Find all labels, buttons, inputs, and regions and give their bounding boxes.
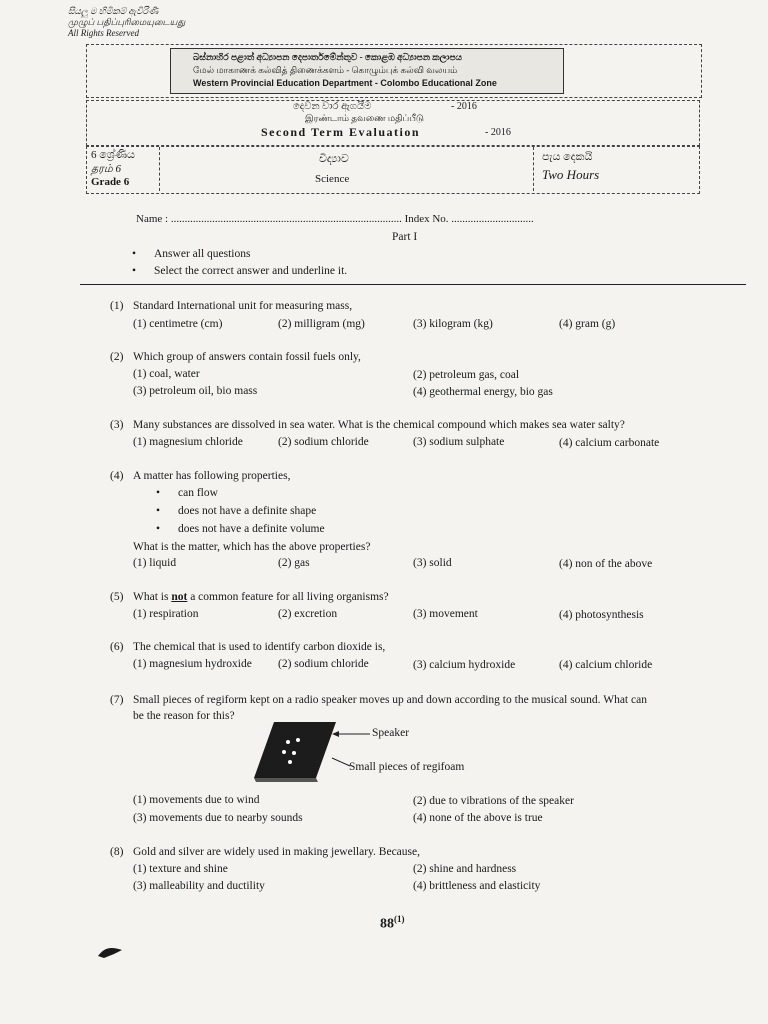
question-number: (3)	[110, 419, 124, 431]
arrowhead-icon	[332, 731, 339, 737]
name-index-line: Name : .................................................................................... Index No. ..............................	[136, 213, 534, 225]
regifoam-piece	[292, 751, 296, 755]
question-text: Small pieces of regiform kept on a radio speaker moves up and down according to the musical sound. What can	[133, 694, 647, 706]
option-4[interactable]: (4) brittleness and elasticity	[413, 880, 541, 892]
question-text: Standard International unit for measuring mass,	[133, 300, 353, 312]
time-english: Two Hours	[542, 167, 600, 182]
option-3[interactable]: (3) solid	[413, 557, 452, 569]
question-text: A matter has following properties,	[133, 470, 291, 482]
dept-line-tamil: மேல் மாகாணக் கல்வித் திணைக்களம் - கொழும்புக் கல்வி வலயம்	[193, 65, 458, 75]
option-1[interactable]: (1) texture and shine	[133, 863, 228, 875]
option-1[interactable]: (1) centimetre (cm)	[133, 318, 223, 330]
question-number: (8)	[110, 846, 124, 858]
question-text-part: What is	[133, 591, 172, 603]
option-3[interactable]: (3) calcium hydroxide	[413, 659, 516, 671]
question-text: Many substances are dissolved in sea water. What is the chemical compound which makes sea water salty?	[133, 419, 625, 431]
rights-note-english: All Rights Reserved	[68, 28, 139, 38]
regifoam-piece	[296, 738, 300, 742]
rights-note-tamil: முழுப் பதிப்புரிமையுடையது	[68, 17, 186, 27]
question-number: (6)	[110, 641, 124, 653]
subject-sinhala: විද්‍යාව	[319, 153, 349, 165]
speaker-edge	[254, 778, 318, 782]
instruction-1: • Answer all questions	[154, 248, 250, 260]
regifoam-piece	[288, 760, 292, 764]
grade-subject-box	[86, 146, 700, 194]
question-text-continued: be the reason for this?	[133, 710, 235, 722]
question-text-part: a common feature for all living organisms?	[187, 591, 389, 603]
question-text: Gold and silver are widely used in making jewellary. Because,	[133, 846, 420, 858]
dept-line-english: Western Provincial Education Department - Colombo Educational Zone	[193, 78, 497, 88]
option-2[interactable]: (2) sodium chloride	[278, 436, 369, 448]
option-4[interactable]: (4) calcium chloride	[559, 659, 653, 671]
eval-title-tamil: இரண்டாம் தவணை மதிப்பீடு	[305, 113, 424, 123]
option-2[interactable]: (2) petroleum gas, coal	[413, 369, 520, 381]
question-number: (2)	[110, 351, 124, 363]
regifoam-piece	[286, 740, 290, 744]
property-2: • does not have a definite shape	[178, 505, 316, 517]
regifoam-piece	[282, 750, 286, 754]
option-3[interactable]: (3) movements due to nearby sounds	[133, 812, 303, 824]
eval-year-1: - 2016	[451, 101, 477, 112]
question-number: (1)	[110, 300, 124, 312]
option-1[interactable]: (1) magnesium chloride	[133, 436, 243, 448]
option-1[interactable]: (1) liquid	[133, 557, 177, 569]
option-3[interactable]: (3) kilogram (kg)	[413, 318, 493, 330]
property-1: • can flow	[178, 487, 218, 499]
option-2[interactable]: (2) shine and hardness	[413, 863, 517, 875]
option-2[interactable]: (2) sodium chloride	[278, 658, 369, 670]
instruction-2: • Select the correct answer and underline it.	[154, 265, 347, 277]
option-3[interactable]: (3) sodium sulphate	[413, 436, 505, 448]
option-1[interactable]: (1) respiration	[133, 608, 199, 620]
option-1[interactable]: (1) magnesium hydroxide	[133, 658, 252, 670]
dept-line-sinhala: බස්නාහිර පළාත් අධ්‍යාපන දෙපාර්තමේන්තුව - කොළඹ අධ්‍යාපන කලාපය	[193, 52, 463, 62]
question-text: The chemical that is used to identify carbon dioxide is,	[133, 641, 386, 653]
page-number-superscript: (1)	[394, 914, 405, 924]
time-sinhala: පැය දෙකයි	[542, 151, 593, 163]
option-4[interactable]: (4) none of the above is true	[413, 812, 543, 824]
option-2[interactable]: (2) due to vibrations of the speaker	[413, 795, 574, 807]
option-2[interactable]: (2) excretion	[278, 608, 338, 620]
option-3[interactable]: (3) malleability and ductility	[133, 880, 265, 892]
property-3: • does not have a definite volume	[178, 523, 325, 535]
question-text	[133, 591, 389, 603]
section-separator	[80, 284, 746, 285]
header-department-box	[170, 48, 564, 94]
eval-title-sinhala: දෙවන වාර ඇගයීම	[293, 101, 372, 112]
option-2[interactable]: (2) gas	[278, 557, 310, 569]
option-4[interactable]: (4) geothermal energy, bio gas	[413, 386, 553, 398]
eval-year-2: - 2016	[485, 127, 511, 138]
question-subtext: What is the matter, which has the above properties?	[133, 541, 371, 553]
option-1[interactable]: (1) coal, water	[133, 368, 200, 380]
subject-english: Science	[315, 173, 350, 185]
speaker-surface	[254, 722, 336, 778]
eval-title-english: Second Term Evaluation	[261, 125, 421, 139]
question-number: (5)	[110, 591, 124, 603]
grade-tamil: தரம் 6	[91, 163, 121, 175]
option-3[interactable]: (3) movement	[413, 608, 478, 620]
question-emphasis: not	[171, 591, 188, 603]
option-1[interactable]: (1) movements due to wind	[133, 794, 260, 806]
label-regifoam-pieces: Small pieces of regifoam	[349, 761, 465, 773]
evaluation-box	[86, 100, 700, 146]
page-number-value: 88	[380, 916, 394, 932]
option-4[interactable]: (4) non of the above	[559, 558, 653, 570]
question-number: (7)	[110, 694, 124, 706]
option-4[interactable]: (4) gram (g)	[559, 318, 616, 330]
pen-mark-icon	[96, 944, 124, 960]
grade-sinhala: 6 ශ්‍රේණිය	[91, 149, 135, 161]
option-4[interactable]: (4) photosynthesis	[559, 609, 644, 621]
option-3[interactable]: (3) petroleum oil, bio mass	[133, 385, 258, 397]
page-number	[380, 914, 405, 933]
question-text: Which group of answers contain fossil fuels only,	[133, 351, 361, 363]
label-speaker: Speaker	[372, 727, 410, 739]
grade-cell	[87, 147, 160, 191]
time-cell	[533, 147, 700, 191]
speaker-regifoam-diagram	[252, 720, 338, 782]
question-number: (4)	[110, 470, 124, 482]
rights-note-sinhala: සියලු ම හිමිකම් ඇවිරිණි	[68, 6, 159, 16]
grade-english: Grade 6	[91, 176, 130, 188]
option-2[interactable]: (2) milligram (mg)	[278, 318, 365, 330]
pieces-pointer-line	[332, 758, 350, 766]
option-4[interactable]: (4) calcium carbonate	[559, 437, 660, 449]
part-heading: Part I	[392, 231, 418, 243]
